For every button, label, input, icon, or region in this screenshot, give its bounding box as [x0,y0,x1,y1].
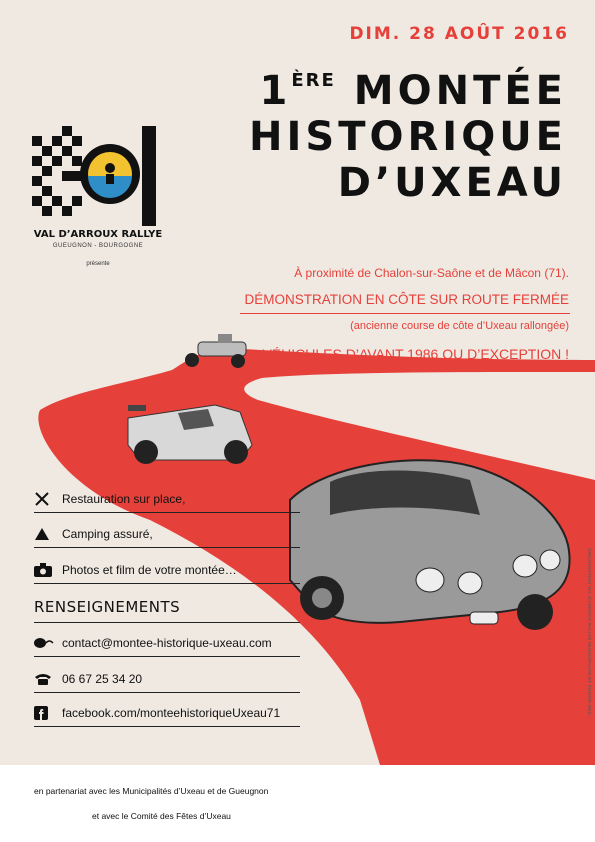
logo-subtitle: GUEUGNON - BOURGOGNE [52,243,144,249]
facebook-icon [34,705,56,721]
feature-label: Photos et film de votre montée… [62,563,237,577]
title-line-1: 1ÈRE MONTÉE [259,68,567,114]
phone-icon [34,671,56,687]
mouse-icon [34,635,56,651]
feature-restauration [34,486,300,513]
camera-icon [34,562,56,578]
presente-text: présente [86,261,110,267]
email-text[interactable]: contact@montee-historique-uxeau.com [62,636,272,650]
alpine-coupe-car [290,460,570,630]
former-race-text: (ancienne course de côte d’Uxeau rallongée) [350,320,569,332]
utensils-icon [34,491,56,507]
feature-label: Restauration sur place, [62,492,186,506]
vintage-racecar-small [185,334,246,368]
renseignements-heading: RENSEIGNEMENTS [34,596,300,623]
feature-camping [34,521,300,548]
contact-email [34,630,300,657]
demonstration-text: DÉMONSTRATION EN CÔTE SUR ROUTE FERMÉE [244,292,569,307]
title-ordinal-suffix: ÈRE [291,70,336,91]
tent-icon [34,526,56,542]
title-line-2: HISTORIQUE [249,114,567,160]
title-line-3: D’UXEAU [337,160,567,206]
contact-phone [34,666,300,693]
feature-photos [34,557,300,584]
facebook-text[interactable]: facebook.com/monteehistoriqueUxeau71 [62,706,281,720]
side-credit-text: ORGANISATION VAL D'ARROUX RALLYE MUNICIPALITE ET COMITE DES... [587,548,592,719]
proximity-text: À proximité de Chalon-sur-Saône et de Mâcon (71). [294,266,569,280]
event-date: DIM. 28 AOÛT 2016 [349,24,569,44]
logo-name: VAL D’ARROUX RALLYE [33,229,163,240]
partner-line-2: et avec le Comité des Fêtes d’Uxeau [92,811,231,821]
partner-line-1: en partenariat avec les Municipalités d’Uxeau et de Gueugnon [34,786,269,796]
vehicles-text: VÉHICULES D’AVANT 1986 OU D’EXCEPTION ! [262,346,569,362]
phone-text[interactable]: 06 67 25 34 20 [62,672,143,686]
contact-facebook [34,700,300,727]
sports-prototype-car [128,405,252,464]
feature-label: Camping assuré, [62,527,153,541]
